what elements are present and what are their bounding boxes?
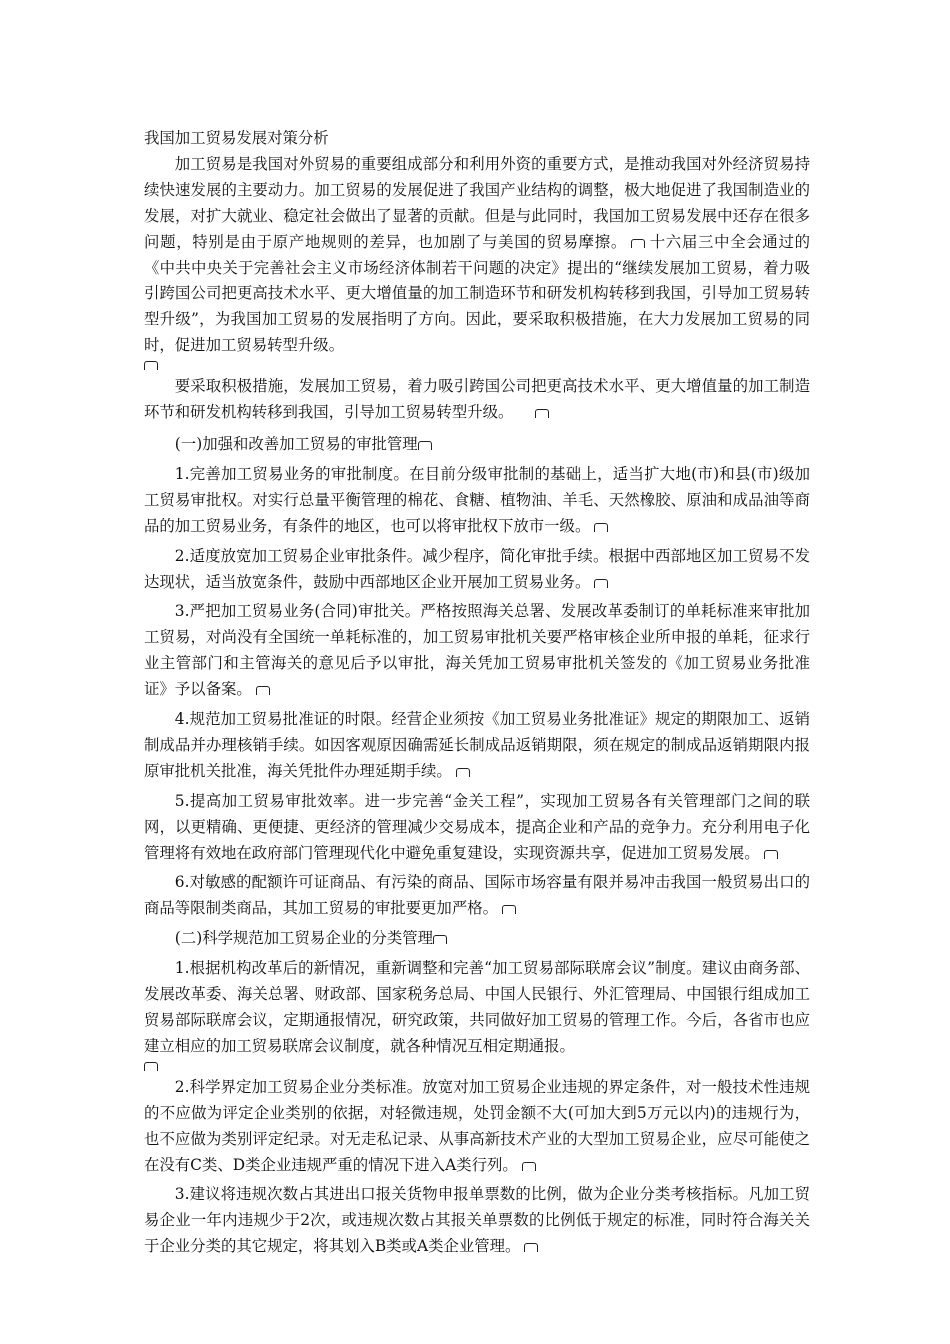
paragraph-mark-icon: [594, 523, 608, 532]
paragraph-mark-icon: [535, 409, 549, 418]
list-item: [144, 1182, 810, 1260]
paragraph-text: 加工贸易是我国对外贸易的重要组成部分和利用外资的重要方式，是推动我国对外经济贸易持续快速发展的主要动力。加工贸易的发展促进了我国产业结构的调整，极大地促进了我国制造业的发展，对扩大就业、稳定社会做出了显著的贡献。但是与此同时，我国加工贸易发展中还存在很多问题，特别是由于原产地规则的差异，也加剧了与美国的贸易摩擦。: [144, 154, 810, 251]
list-item: [144, 1075, 810, 1179]
paragraph-text: 要采取积极措施，发展加工贸易，着力吸引跨国公司把更高技术水平、更大增值量的加工制造环节和研发机构转移到我国，引导加工贸易转型升级。: [144, 377, 810, 422]
paragraph-text: 3.严把加工贸易业务(合同)审批关。严格按照海关总署、发展改革委制订的单耗标准来审批加工贸易，对尚没有全国统一单耗标准的，加工贸易审批机关要严格审核企业所申报的单耗，征求行业主管部门和主管海关的意见后予以审批，海关凭加工贸易审批机关签发的《加工贸易业务批准证》予以备案。: [144, 602, 810, 699]
heading-text: (一)加强和改善加工贸易的审批管理: [174, 434, 418, 453]
paragraph-mark-icon: [144, 1062, 158, 1071]
section-heading-2: [144, 926, 810, 952]
paragraph-intro: [144, 152, 810, 370]
paragraph-mark-icon: [502, 905, 516, 914]
list-item: [144, 956, 810, 1071]
paragraph-text: 2.适度放宽加工贸易企业审批条件。减少程序，简化审批手续。根据中西部地区加工贸易不发达现状，适当放宽条件，鼓励中西部地区企业开展加工贸易业务。: [144, 546, 810, 591]
paragraph-mark-icon: [631, 239, 645, 248]
paragraph-mark-icon: [256, 686, 270, 695]
paragraph-mark-icon: [524, 1243, 538, 1252]
section-heading-1: [144, 432, 810, 458]
list-item: [144, 870, 810, 922]
paragraph-text: 4.规范加工贸易批准证的时限。经营企业须按《加工贸易业务批准证》规定的期限加工、返销制成品并办理核销手续。如因客观原因确需延长制成品返销期限，须在规定的制成品返销期限内报原审批机关批准，海关凭批件办理延期手续。: [144, 710, 810, 780]
heading-text: (二)科学规范加工贸易企业的分类管理: [174, 929, 434, 948]
paragraph-text: 3.建议将违规次数占其进出口报关货物申报单票数的比例，做为企业分类考核指标。凡加工贸易企业一年内违规少于2次，或违规次数占其报关单票数的比例低于规定的标准，同时符合海关关于企业分类的其它规定，将其划入B类或A类企业管理。: [144, 1185, 810, 1256]
list-item: [144, 544, 810, 596]
list-item: [144, 707, 810, 785]
paragraph-text: 1.完善加工贸易业务的审批制度。在目前分级审批制的基础上，适当扩大地(市)和县(市)级加工贸易审批权。对实行总量平衡管理的棉花、食糖、植物油、羊毛、天然橡胶、原油和成品油等商品的加工贸易业务，有条件的地区，也可以将审批权下放市一级。: [144, 464, 810, 535]
paragraph-mark-icon: [764, 850, 778, 859]
paragraph-mark-icon: [522, 1162, 536, 1171]
list-item: [144, 462, 810, 540]
paragraph-mark-icon: [418, 441, 432, 450]
paragraph-text: 2.科学界定加工贸易企业分类标准。放宽对加工贸易企业违规的界定条件，对一般技术性违规的不应做为评定企业类别的依据，对轻微违规，处罚金额不大(可加大到5万元以内)的违规行为，也不应做为类别评定纪录。对无走私记录、从事高新技术产业的大型加工贸易企业，应尽可能使之在没有C类、D类企业违规严重的情况下进入A类行列。: [144, 1077, 810, 1174]
list-item: [144, 599, 810, 703]
paragraph-text: 5.提高加工贸易审批效率。进一步完善“金关工程”，实现加工贸易各有关管理部门之间的联网，以更精确、更便捷、更经济的管理减少交易成本，提高企业和产品的竞争力。充分利用电子化管理将有效地在政府部门管理现代化中避免重复建设，实现资源共享，促进加工贸易发展。: [144, 791, 810, 862]
paragraph-mark-icon: [594, 579, 608, 588]
paragraph-text: 十六届三中全会通过的《中共中央关于完善社会主义市场经济体制若干问题的决定》提出的“继续发展加工贸易，着力吸引跨国公司把更高技术水平、更大增值量的加工制造环节和研发机构转移到我国，引导加工贸易转型升级”，为我国加工贸易的发展指明了方向。因此，要采取积极措施，在大力发展加工贸易的同时，促进加工贸易转型升级。: [144, 232, 810, 355]
paragraph-text: 6.对敏感的配额许可证商品、有污染的商品、国际市场容量有限并易冲击我国一般贸易出口的商品等限制类商品，其加工贸易的审批要更加严格。: [144, 873, 810, 918]
document-body: [144, 126, 810, 1264]
list-item: [144, 789, 810, 867]
paragraph-measures: [144, 374, 810, 426]
paragraph-text: 1.根据机构改革后的新情况，重新调整和完善“加工贸易部际联席会议”制度。建议由商务部、发展改革委、海关总署、财政部、国家税务总局、中国人民银行、外汇管理局、中国银行组成加工贸易部际联席会议，定期通报情况，研究政策，共同做好加工贸易的管理工作。今后，各省市也应建立相应的加工贸易联席会议制度，就各种情况互相定期通报。: [144, 959, 810, 1055]
paragraph-mark-icon: [456, 768, 470, 777]
document-title: 我国加工贸易发展对策分析: [144, 129, 329, 147]
paragraph-mark-icon: [433, 935, 447, 944]
paragraph-mark-icon: [144, 361, 158, 370]
